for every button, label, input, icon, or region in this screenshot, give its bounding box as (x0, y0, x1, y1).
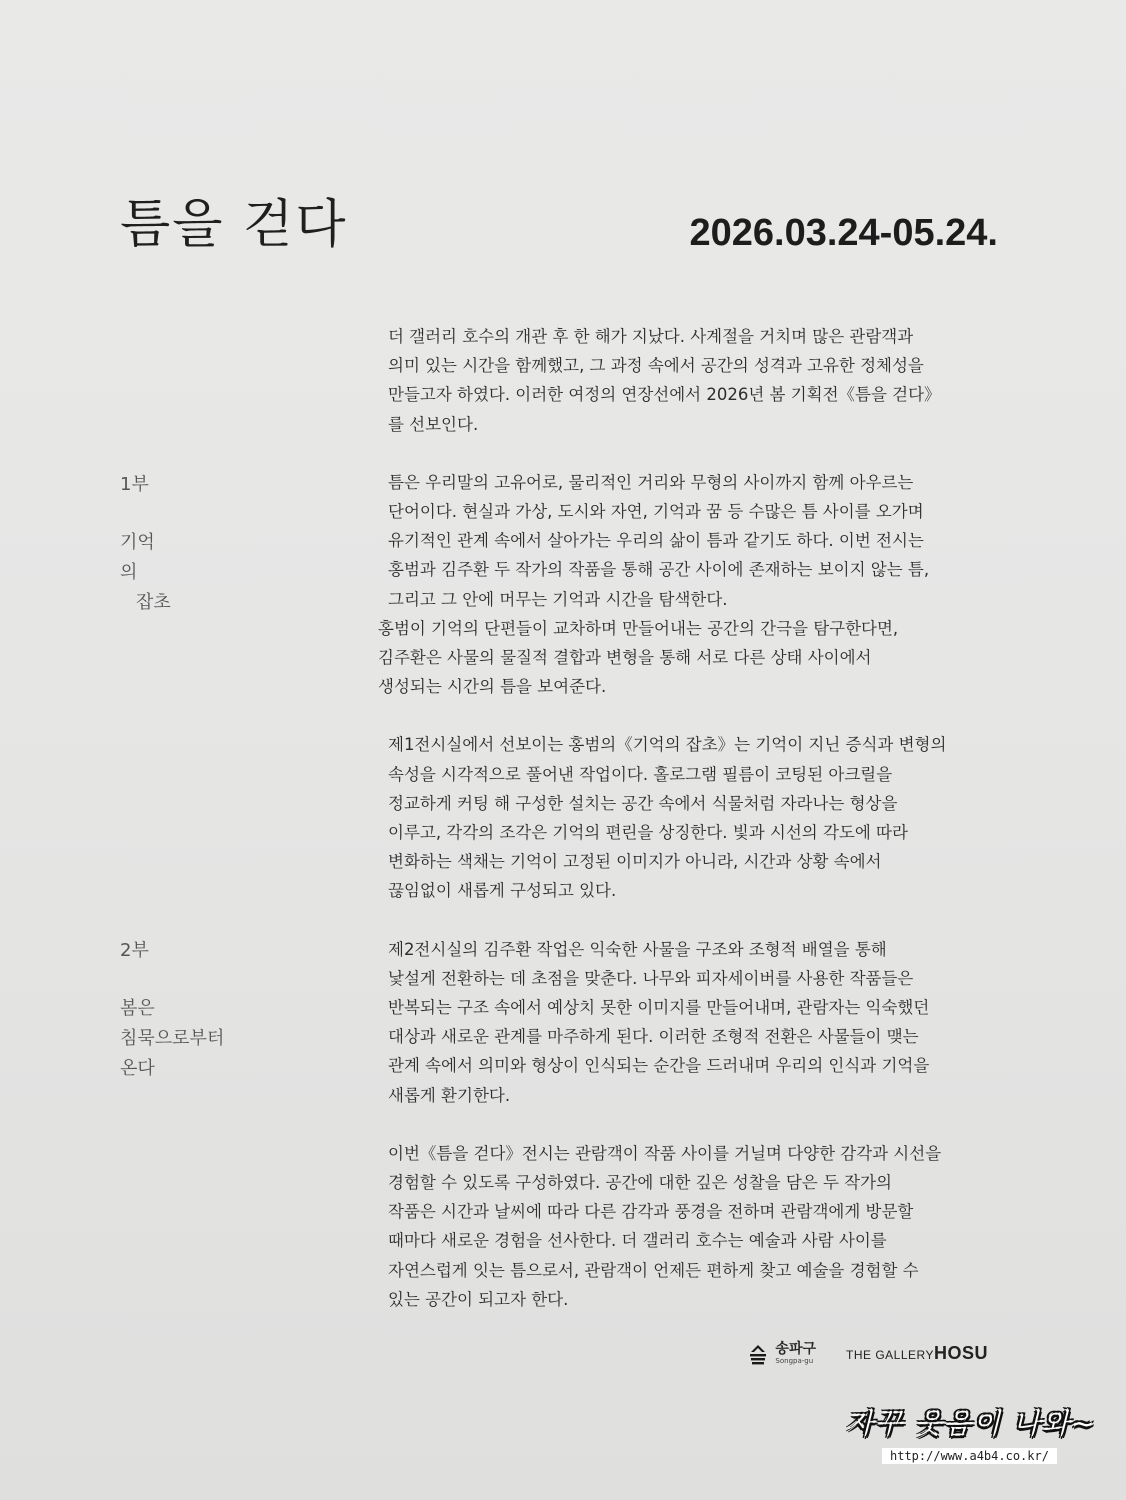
text-line: 새롭게 환기한다. (388, 1085, 511, 1105)
text-line: 관계 속에서 의미와 형상이 인식되는 순간을 드러내며 우리의 인식과 기억을 (388, 1056, 930, 1076)
songpa-english: Songpa-gu (775, 1357, 814, 1365)
section-1-label (120, 470, 171, 618)
section-2-title-line: 온다 (120, 1058, 155, 1079)
text-line: 를 선보인다. (388, 414, 479, 434)
text-line: 이루고, 각각의 조각은 기억의 편린을 상징한다. 빛과 시선의 각도에 따라 (388, 823, 908, 843)
exhibition-description (378, 322, 992, 1343)
section-2-title-line: 봄은 (120, 998, 155, 1019)
paragraph-gallery-1 (378, 730, 992, 905)
text-line: 홍범이 기억의 단편들이 교차하며 만들어내는 공간의 간극을 탐구한다면, (378, 618, 899, 638)
paragraph-gallery-2 (378, 935, 992, 1110)
text-line: 의미 있는 시간을 함께했고, 그 과정 속에서 공간의 성격과 고유한 정체성을 (388, 356, 924, 376)
text-line: 대상과 새로운 관계를 마주하게 된다. 이러한 조형적 전환은 사물들이 맺는 (388, 1027, 919, 1047)
text-line: 단어이다. 현실과 가상, 도시와 자연, 기억과 꿈 등 수많은 틈 사이를 오가며 (388, 502, 924, 522)
text-line: 만들고자 하였다. 이러한 여정의 연장선에서 2026년 봄 기획전《틈을 걷다》 (388, 385, 941, 405)
paragraph-artists (378, 614, 992, 702)
text-line: 경험할 수 있도록 구성하였다. 공간에 대한 깊은 성찰을 담은 두 작가의 (388, 1173, 892, 1193)
text-line: 제2전시실의 김주환 작업은 익숙한 사물을 구조와 조형적 배열을 통해 (388, 939, 887, 959)
songpa-logo (747, 1342, 816, 1365)
text-line: 낯설게 전환하는 데 초점을 맞춘다. 나무와 피자세이버를 사용한 작품들은 (388, 968, 914, 988)
gallery-hosu-logo (846, 1343, 988, 1364)
text-line: 있는 공간이 되고자 한다. (388, 1289, 569, 1309)
text-line: 틈은 우리말의 고유어로, 물리적인 거리와 무형의 사이까지 함께 아우르는 (388, 472, 914, 492)
watermark-text: 자꾸 웃음이 나와~ (846, 1407, 1097, 1440)
text-line: 작품은 시간과 날씨에 따라 다른 감각과 풍경을 전하며 관람객에게 방문할 (388, 1202, 914, 1222)
paragraph-closing (378, 1139, 992, 1314)
sponsor-logos (747, 1342, 988, 1365)
text-line: 더 갤러리 호수의 개관 후 한 해가 지났다. 사계절을 거치며 많은 관람객과 (388, 327, 914, 346)
text-line: 반복되는 구조 속에서 예상치 못한 이미지를 만들어내며, 관람자는 익숙했던 (388, 998, 930, 1018)
text-line: 김주환은 사물의 물질적 결합과 변형을 통해 서로 다른 상태 사이에서 (378, 648, 872, 668)
gallery-name: HOSU (933, 1343, 988, 1363)
watermark-url: http://www.a4b4.co.kr/ (882, 1448, 1057, 1464)
section-2-number: 2부 (120, 940, 149, 961)
exhibition-title: 틈을 걷다 (120, 195, 348, 255)
text-line: 끊임없이 새롭게 구성되고 있다. (388, 881, 617, 901)
text-line: 변화하는 색채는 기억이 고정된 이미지가 아니라, 시간과 상황 속에서 (388, 852, 882, 872)
section-1-number: 1부 (120, 474, 149, 495)
exhibition-dates: 2026.03.24-05.24. (689, 212, 998, 254)
text-line: 이번《틈을 걷다》전시는 관람객이 작품 사이를 거닐며 다양한 감각과 시선을 (388, 1143, 942, 1163)
gallery-the: THE GALLERY (846, 1348, 934, 1362)
text-line: 속성을 시각적으로 풀어낸 작업이다. 홀로그램 필름이 코팅된 아크릴을 (388, 764, 893, 784)
text-line: 생성되는 시간의 틈을 보여준다. (378, 677, 607, 697)
text-line: 유기적인 관계 속에서 살아가는 우리의 삶이 틈과 같기도 하다. 이번 전시는 (388, 531, 924, 551)
songpa-name: 송파구 (775, 1341, 816, 1357)
text-line: 홍범과 김주환 두 작가의 작품을 통해 공간 사이에 존재하는 보이지 않는 틈, (388, 560, 930, 580)
section-1-title-line: 잡초 (136, 592, 171, 613)
section-1-title-line: 기억 (120, 532, 155, 553)
paragraph-concept (378, 468, 992, 614)
text-line: 그리고 그 안에 머무는 기억과 시간을 탐색한다. (388, 589, 728, 609)
text-line: 정교하게 커팅 해 구성한 설치는 공간 속에서 식물처럼 자라나는 형상을 (388, 793, 898, 813)
paragraph-intro (378, 322, 992, 439)
text-line: 제1전시실에서 선보이는 홍범의《기억의 잡초》는 기억이 지닌 증식과 변형의 (388, 735, 947, 755)
text-line: 자연스럽게 잇는 틈으로서, 관람객이 언제든 편하게 찾고 예술을 경험할 수 (388, 1260, 919, 1280)
text-line: 때마다 새로운 경험을 선사한다. 더 갤러리 호수는 예술과 사람 사이를 (388, 1231, 887, 1251)
section-2-title-line: 침묵으로부터 (120, 1028, 225, 1049)
section-2-label (120, 936, 224, 1084)
songpa-emblem-icon (747, 1343, 769, 1365)
section-1-title-line: 의 (120, 562, 138, 583)
